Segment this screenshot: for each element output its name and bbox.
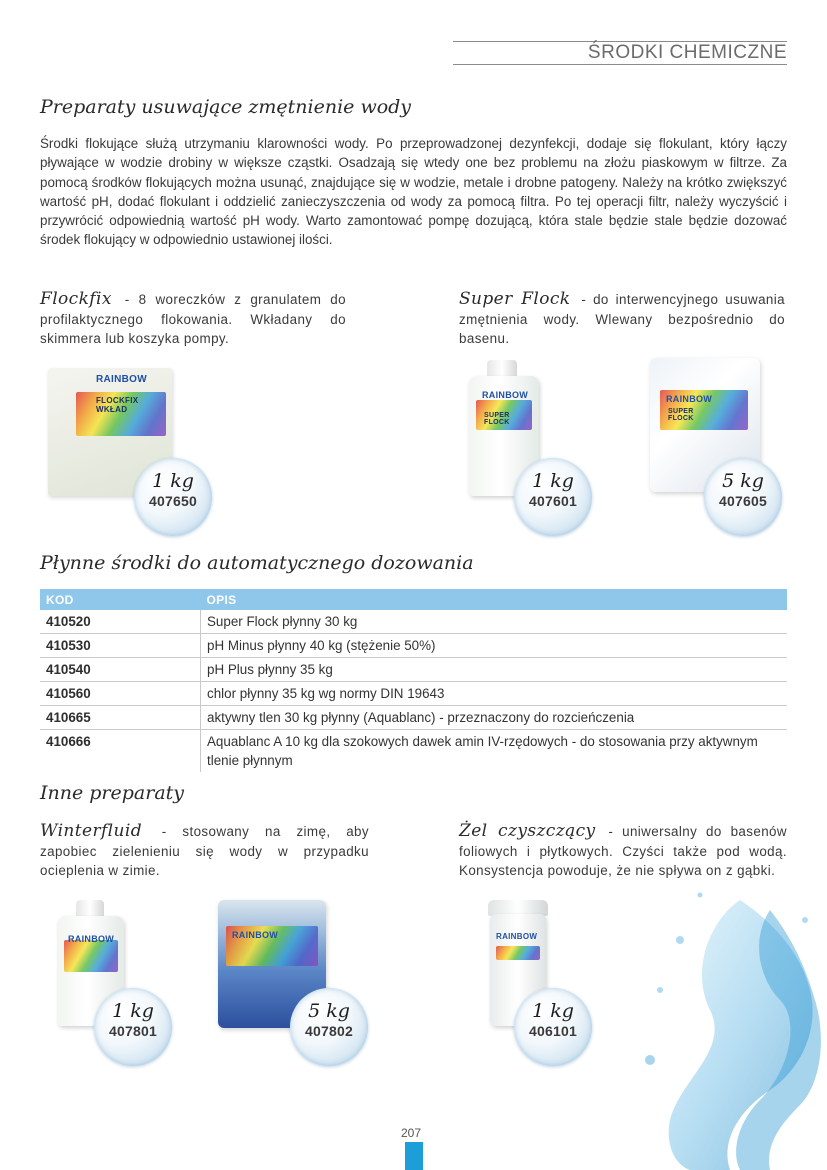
- table-row: [40, 730, 787, 773]
- row-desc: Super Flock płynny 30 kg: [201, 610, 788, 634]
- flockfix-brand: RAINBOW: [96, 374, 147, 385]
- rainbow-graphic: [64, 940, 118, 972]
- gel-description: [459, 822, 787, 881]
- winterfluid-name: Winterfluid: [40, 821, 142, 841]
- flockfix-1kg-badge: [134, 458, 212, 536]
- badge-weight: 5 kg: [722, 470, 764, 492]
- superflock-5kg-badge: [704, 458, 782, 536]
- winterfluid-description: [40, 822, 369, 881]
- column-header-desc: OPIS: [201, 589, 788, 610]
- row-code: 410666: [46, 734, 91, 749]
- badge-weight: 1 kg: [152, 470, 194, 492]
- winterfluid-5kg-brand: RAINBOW: [232, 930, 279, 940]
- auto-dosing-table: [40, 589, 787, 772]
- winterfluid-1kg-badge: [94, 988, 172, 1066]
- gel-text: - uniwersalny do basenów foliowych i płytkowych. Czyści także pod wodą. Konsystencja powoduje, że nie spływa on z gąbki.: [459, 824, 787, 878]
- row-desc: pH Minus płynny 40 kg (stężenie 50%): [201, 634, 788, 658]
- row-code: 410560: [40, 682, 201, 706]
- other-title: Inne preparaty: [40, 782, 185, 804]
- water-splash-image: [620, 880, 827, 1170]
- intro-title: Preparaty usuwające zmętnienie wody: [40, 96, 412, 118]
- flockfix-label: FLOCKFIX WKŁAD: [96, 396, 139, 414]
- table-header-row: [40, 589, 787, 610]
- superflock-5kg-label: SUPER FLOCK: [668, 408, 694, 422]
- badge-weight: 1 kg: [112, 1000, 154, 1022]
- superflock-text: - do interwencyjnego usuwania zmętnienia wody. Wlewany bezpośrednio do basenu.: [459, 292, 786, 346]
- table-row: [40, 634, 787, 658]
- badge-code: 407601: [529, 493, 577, 509]
- gel-1kg-badge: [514, 988, 592, 1066]
- gel-brand: RAINBOW: [496, 932, 538, 941]
- badge-weight: 5 kg: [308, 1000, 350, 1022]
- flockfix-text: - 8 woreczków z granulatem do profilaktycznego flokowania. Wkładany do skimmera lub koszyka pompy.: [40, 292, 346, 346]
- winterfluid-5kg-badge: [290, 988, 368, 1066]
- badge-weight: 1 kg: [532, 470, 574, 492]
- superflock-5kg-brand: RAINBOW: [666, 394, 713, 404]
- flockfix-name: Flockfix: [40, 289, 112, 309]
- page-tab-marker: [405, 1142, 423, 1170]
- badge-weight: 1 kg: [532, 1000, 574, 1022]
- superflock-brand: RAINBOW: [482, 390, 529, 400]
- superflock-description: [459, 290, 785, 349]
- flockfix-description: [40, 290, 346, 349]
- badge-code: 407605: [719, 493, 767, 509]
- row-code: 410530: [40, 634, 201, 658]
- auto-dosing-title: Płynne środki do automatycznego dozowania: [40, 552, 474, 574]
- page-number: 207: [401, 1126, 422, 1140]
- gel-name: Żel czyszczący: [459, 821, 596, 841]
- table-row: [40, 610, 787, 634]
- row-code: 410520: [40, 610, 201, 634]
- row-desc: Aquablanc A 10 kg dla szokowych dawek amin IV-rzędowych - do stosowania przy aktywnym tlenie płynnym: [201, 730, 788, 773]
- column-header-code: KOD: [40, 589, 201, 610]
- table-row: [40, 682, 787, 706]
- table-row: [40, 706, 787, 730]
- winterfluid-brand: RAINBOW: [68, 934, 115, 944]
- badge-code: 407802: [305, 1023, 353, 1039]
- section-header: ŚRODKI CHEMICZNE: [587, 42, 787, 63]
- winterfluid-text: - stosowany na zimę, aby zapobiec zielenieniu się wody w przypadku ocieplenia w zimie.: [40, 824, 369, 878]
- superflock-1kg-badge: [514, 458, 592, 536]
- row-desc: chlor płynny 35 kg wg normy DIN 19643: [201, 682, 788, 706]
- row-desc: aktywny tlen 30 kg płynny (Aquablanc) - przeznaczony do rozcieńczenia: [201, 706, 788, 730]
- superflock-label: SUPER FLOCK: [484, 412, 510, 426]
- badge-code: 406101: [529, 1023, 577, 1039]
- header-rule-bottom: [453, 64, 787, 65]
- row-code: 410540: [40, 658, 201, 682]
- badge-code: 407801: [109, 1023, 157, 1039]
- rainbow-graphic: [496, 946, 540, 960]
- badge-code: 407650: [149, 493, 197, 509]
- intro-text: Środki flokujące służą utrzymaniu klarowności wody. Po przeprowadzonej dezynfekcji, dodaje się flokulant, który łączy pływające w wodzie drobiny w większe cząstki. Osadzają się wtedy one bez problemu na złożu piaskowym w filtrze. Za pomocą środków flokujących można usunąć, znajdujące się w wodzie, metale i drobne patogeny. Należy na krótko zwiększyć wartość pH, dodać flokulant i oddzielić zanieczyszczenia od wody za pomocą filtra. Po tej operacji filtr, należy wyczyścić i przywrócić odpowiednią wartość pH wody. Warto zamontować pompę dozującą, która stale będzie stale będzie dozować środek flokujący w odpowiednio ustawionej ilości.: [40, 136, 787, 248]
- row-desc: pH Plus płynny 35 kg: [201, 658, 788, 682]
- superflock-name: Super Flock: [459, 289, 571, 309]
- table-row: [40, 658, 787, 682]
- row-code: 410665: [40, 706, 201, 730]
